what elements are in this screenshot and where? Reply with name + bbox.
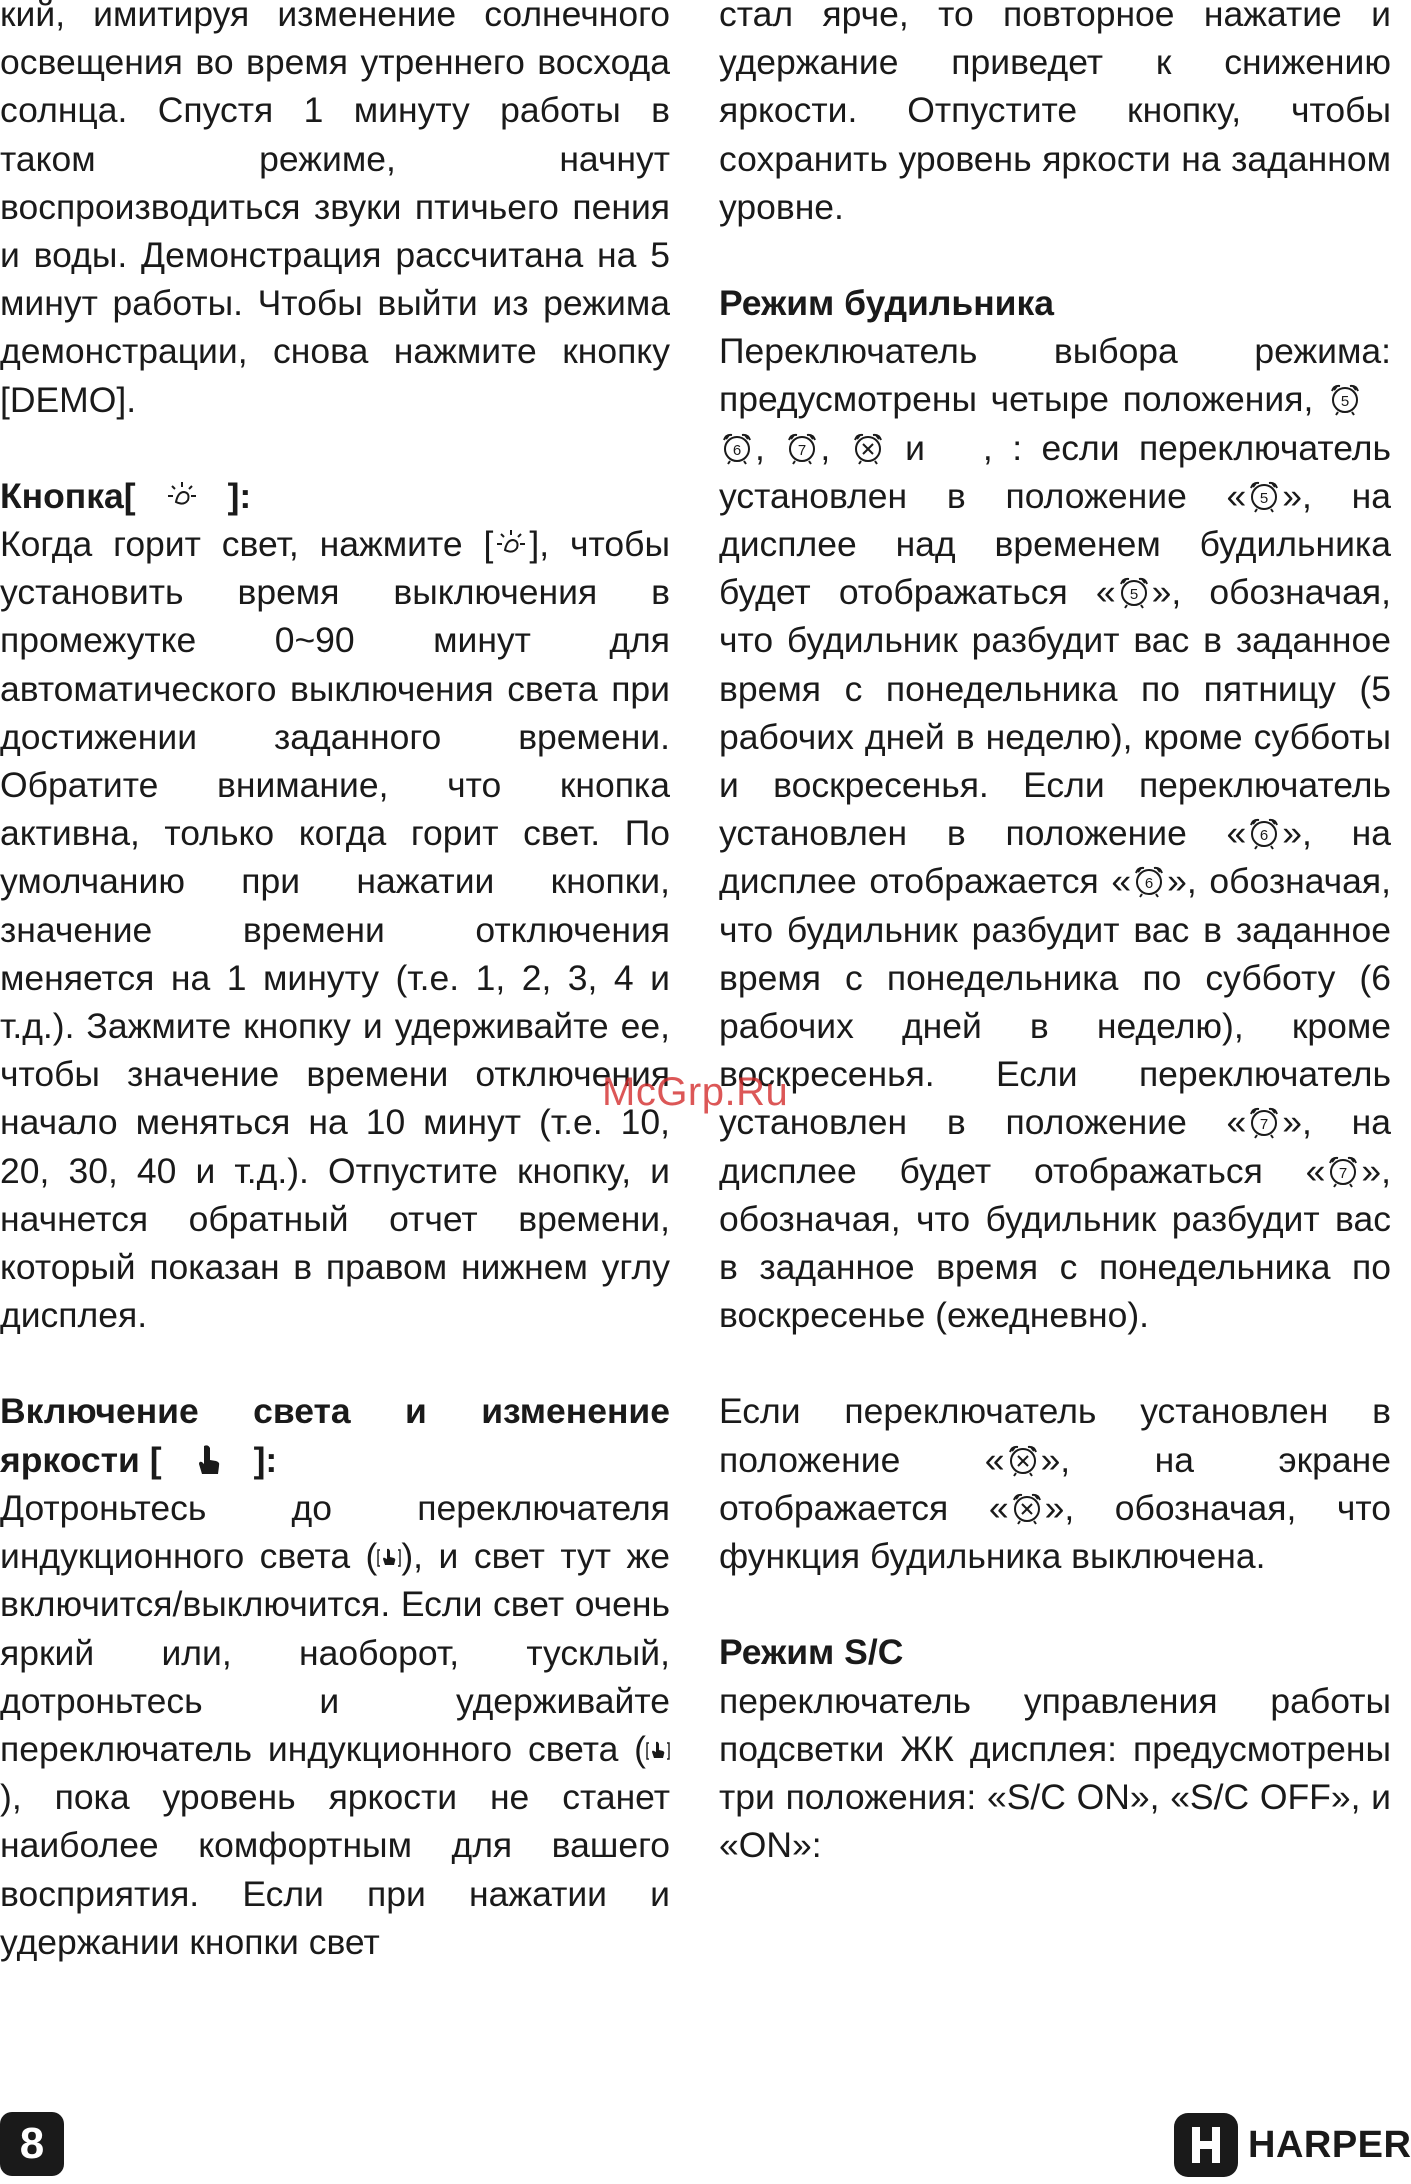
harper-logo-icon (1174, 2113, 1238, 2177)
light-paragraph: Дотроньтесь до переключателя индукционного света ( ), и свет тут же включится/выключится. Если свет очень яркий или, наоборот, тусклый, дотроньтесь и удерживайте переключатель индукционного света ( ), пока уровень яркости не станет наиболее комфортным для вашего восприятия. Если при нажатии и удержании кнопки свет (0, 1487, 670, 1962)
svg-text:7: 7 (1339, 1164, 1348, 1182)
alarm-7-icon (1246, 1104, 1282, 1140)
alarm-5-icon (1327, 381, 1363, 417)
demo-paragraph: кий, имитируя изменение солнечного освещения во время утреннего восхода солнца. Спустя 1 минуту работы в таком режиме, начнут воспроизводиться звуки птичьего пения и воды. Демонстрация рассчитана на 5 минут работы. Чтобы выйти из режима демонстрации, снова нажмите кнопку [DEMO]. (0, 0, 670, 420)
alarm-7-icon (784, 430, 820, 466)
svg-text:5: 5 (1260, 489, 1269, 507)
timer-paragraph: Когда горит свет, нажмите [ ], чтобы установить время выключения в промежутке 0~90 минут для автоматического выключения света при достижении заданного времени. Обратите внимание, что кнопка активна, только когда горит свет. По умолчанию при нажатии кнопки, значение времени отключения меняется на 1 минуту (т.е. 1, 2, 3, 4 и т.д.). Зажмите кнопку и удерживайте ее, чтобы значение времени отключения начало меняться на 10 минут (т.е. 10, 20, 30, 40 и т.д.). Отпустите кнопку, и начнется обратный отчет времени, который показан в правом нижнем углу дисплея. (0, 524, 670, 1336)
sc-mode-paragraph: переключатель управления работы подсветки ЖК дисплея: предусмотрены три положения: «S/C ON», «S/C OFF», и «ON»: (719, 1680, 1391, 1866)
sleep-timer-icon (493, 526, 529, 562)
alarm-6-icon (719, 430, 755, 466)
light-heading: Включение света и изменение яркости [ ]: (0, 1391, 670, 1480)
svg-text:5: 5 (1129, 586, 1138, 604)
svg-text:7: 7 (798, 441, 807, 459)
touch-icon (646, 1737, 670, 1763)
alarm-6-icon (1131, 863, 1167, 899)
touch-icon (377, 1544, 401, 1570)
alarm-off-icon (1009, 1490, 1045, 1526)
alarm-off-paragraph: Если переключатель установлен в положение « », на экране отображается « », обозначая, что функция будильника выключена. (719, 1391, 1391, 1577)
svg-text:6: 6 (1144, 875, 1154, 893)
alarm-6-icon (1246, 815, 1282, 851)
svg-text:6: 6 (1260, 827, 1269, 845)
brightness-paragraph: стал ярче, то повторное нажатие и удержание приведет к снижению яркости. Отпустите кнопку, чтобы сохранить уровень яркости на заданном уровне. (719, 0, 1391, 227)
brand-name: HARPER (1248, 2123, 1411, 2166)
alarm-off-icon (850, 430, 886, 466)
sc-mode-heading: Режим S/C (719, 1632, 904, 1673)
svg-text:5: 5 (1340, 393, 1350, 411)
timer-button-heading: Кнопка[ ]: (0, 475, 252, 516)
svg-text:7: 7 (1260, 1116, 1269, 1134)
watermark: McGrp.Ru (602, 1070, 789, 1114)
brand-logo (1174, 2110, 1411, 2180)
alarm-5-icon (1116, 574, 1152, 610)
sleep-timer-icon (164, 478, 200, 514)
alarm-5-icon (1246, 478, 1282, 514)
alarm-mode-paragraph: Переключатель выбора режима: предусмотрены четыре положения, 5 6 , 7 , и , : если переключатель установлен в положение « 5 », на дисплее над временем будильника будет отображаться « 5 », обозначая, что будильник разбудит вас в заданное время с понедельника по пятницу (5 рабочих дней в неделю), кроме субботы и воскресенья. Если переключатель установлен в положение « 6 », на дисплее отображается « 6 », обозначая, что будильник разбудит вас в заданное время с понедельника по субботу (6 рабочих дней в неделю), кроме воскресенья. Если переключатель установлен в положение « 7 », на дисплее будет отображаться « 7 », обозначая, что будильник разбудит вас в заданное время с понедельника по воскресенье (ежедневно). (719, 331, 1392, 1336)
right-column (719, 0, 1391, 1869)
alarm-mode-heading: Режим будильника (719, 283, 1055, 324)
left-column (0, 0, 670, 1966)
svg-text:6: 6 (732, 441, 742, 459)
page-number: 8 (0, 2112, 64, 2176)
alarm-off-icon (1005, 1442, 1041, 1478)
touch-icon (190, 1442, 226, 1478)
alarm-7-icon (1325, 1153, 1361, 1189)
